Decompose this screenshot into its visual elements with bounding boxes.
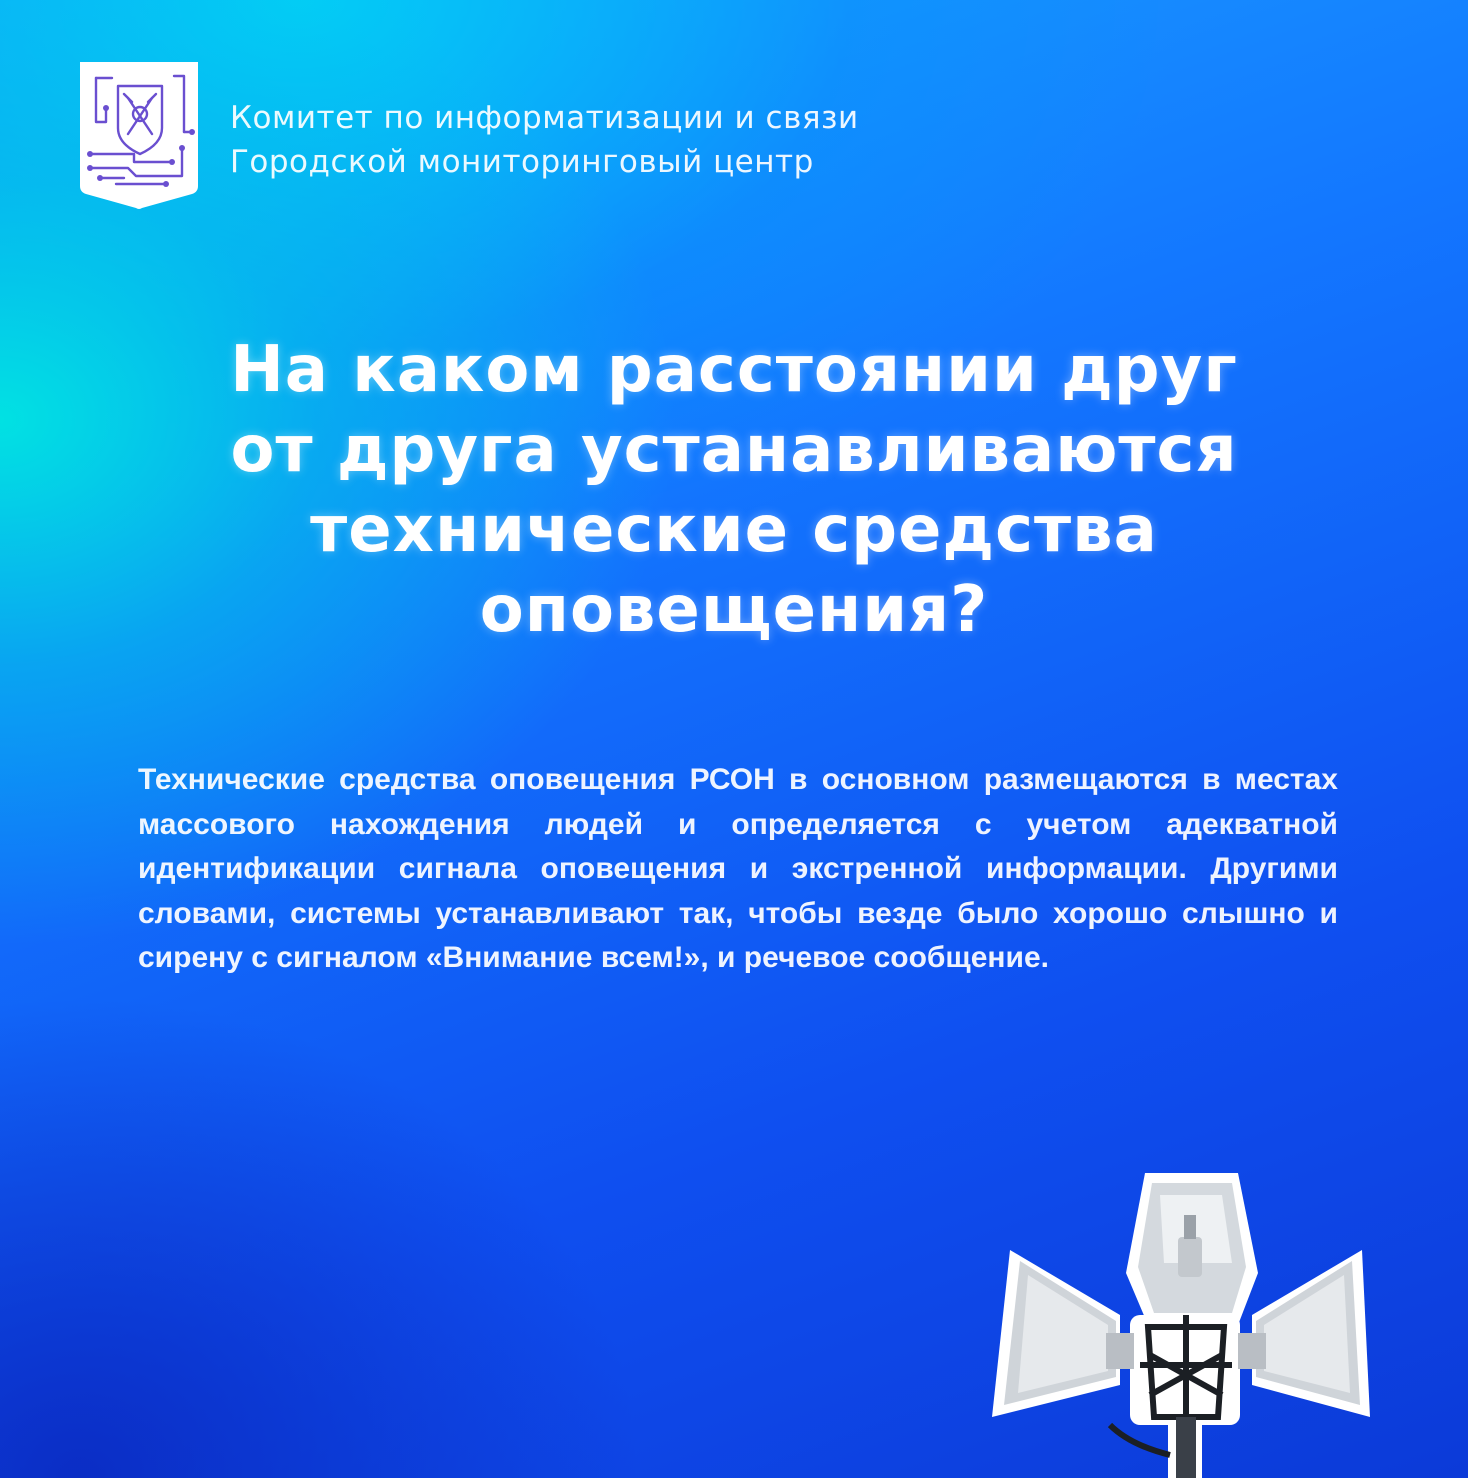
organization-name xyxy=(230,96,859,184)
title-line: На каком расстоянии друг xyxy=(230,333,1238,407)
title-line: оповещения? xyxy=(479,573,989,647)
loudspeaker-siren-icon xyxy=(970,1155,1390,1478)
center-name: Городской мониторинговый центр xyxy=(230,144,814,180)
title-line: технические средства xyxy=(310,493,1158,567)
shield-emblem-icon xyxy=(76,58,202,214)
header xyxy=(76,58,859,214)
body-paragraph: Технические средства оповещения РСОН в основном размещаются в местах массового нахождения людей и определяется с учетом адекватной идентификации сигнала оповещения и экстренной информации. Другими словами, системы устанавливают так, чтобы везде было хорошо слышно и сирену с сигналом «Внимание всем!», и речевое сообщение. xyxy=(138,763,1338,974)
title-line: от друга устанавливаются xyxy=(230,413,1238,487)
org-name: Комитет по информатизации и связи xyxy=(230,100,859,136)
page-title xyxy=(134,330,1334,650)
